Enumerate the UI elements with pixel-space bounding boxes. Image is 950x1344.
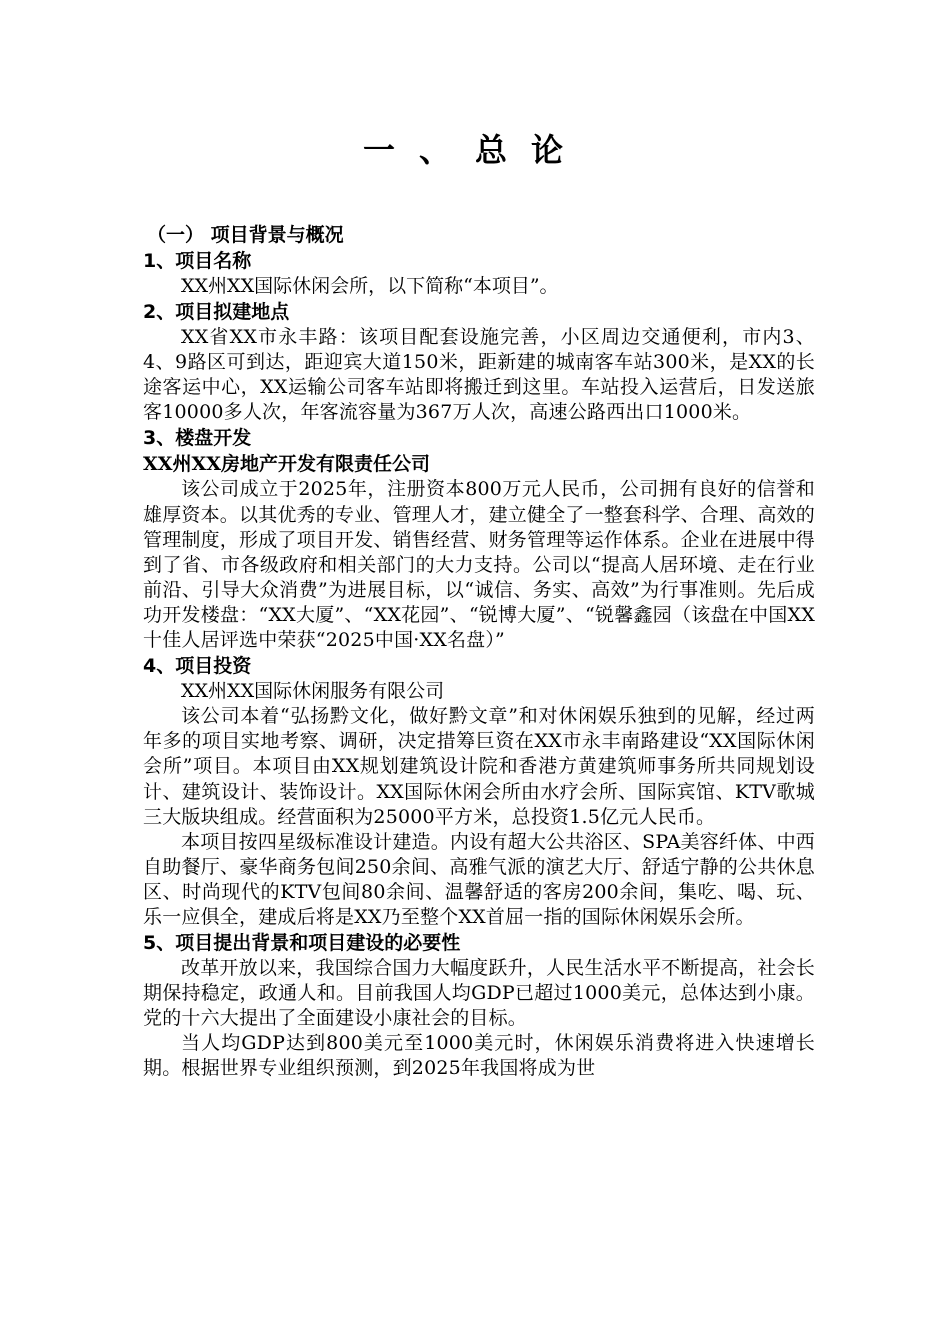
heading-project-investment: 4、项目投资 <box>143 655 252 678</box>
paragraph-investor: 该公司本着“弘扬黔文化，做好黔文章”和对休闲娱乐独到的见解，经过两年多的项目实地考察、调研，决定措筹巨资在XX市永丰南路建设“XX国际休闲会所”项目。本项目由XX规划建筑设计院和香港方黄建筑师事务所共同规划设计、建筑设计、装饰设计。XX国际休闲会所由水疗会所、国际宾馆、KTV歌城三大版块组成。经营面积为25000平方米，总投资1.5亿元人民币。 <box>143 705 815 828</box>
paragraph-gdp-leisure: 当人均GDP达到800美元至1000美元时，休闲娱乐消费将进入快速增长期。根据世界专业组织预测，到2025年我国将成为世 <box>143 1032 815 1080</box>
chapter-title: 一、总论 <box>362 131 587 169</box>
heading-property-development: 3、楼盘开发 <box>143 427 252 450</box>
paragraph-developer: 该公司成立于2025年，注册资本800万元人民币，公司拥有良好的信誉和雄厚资本。以其优秀的专业、管理人才，建立健全了一整套科学、合理、高效的管理制度，形成了项目开发、销售经营、财务管理等运作体系。企业在进展中得到了省、市各级政府和相关部门的大力支持。公司以“提高人居环境、走在行业前沿、引导大众消费”为进展目标，以“诚信、务实、高效”为行事准则。先后成功开发楼盘：“XX大厦”、“XX花园”、“锐博大厦”、“锐馨鑫园（该盘在中国XX十佳人居评选中荣获“2025中国·XX名盘）” <box>143 478 816 652</box>
paragraph-project-standard: 本项目按四星级标准设计建造。内设有超大公共浴区、SPA美容纤体、中西自助餐厅、豪华商务包间250余间、高雅气派的演艺大厅、舒适宁静的公共休息区、时尚现代的KTV包间80余间、温馨舒适的客房200余间，集吃、喝、玩、乐一应俱全，建成后将是XX乃至整个XX首屈一指的国际休闲娱乐会所。 <box>143 830 815 928</box>
heading-project-location: 2、项目拟建地点 <box>143 301 290 324</box>
section-header: （一） 项目背景与概况 <box>147 224 344 246</box>
heading-background-necessity: 5、项目提出背景和项目建设的必要性 <box>143 932 461 955</box>
document-body <box>143 222 815 1082</box>
heading-project-name: 1、项目名称 <box>143 250 252 272</box>
investor-company-name: XX州XX国际休闲服务有限公司 <box>181 680 445 703</box>
paragraph-project-location: XX省XX市永丰路：该项目配套设施完善，小区周边交通便利，市内3、4、9路区可到达，距迎宾大道150米，距新建的城南客车站300米，是XX的长途客运中心，XX运输公司客车站即将搬迁到这里。车站投入运营后，日发送旅客10000多人次，年客流容量为367万人次，高速公路西出口1000米。 <box>143 326 815 424</box>
developer-company-name: XX州XX房地产开发有限责任公司 <box>143 453 430 476</box>
paragraph-project-name: XX州XX国际休闲会所，以下简称“本项目”。 <box>181 275 559 297</box>
paragraph-reform-background: 改革开放以来，我国综合国力大幅度跃升，人民生活水平不断提高，社会长期保持稳定，政通人和。目前我国人均GDP已超过1000美元，总体达到小康。党的十六大提出了全面建设小康社会的目标。 <box>143 957 815 1030</box>
